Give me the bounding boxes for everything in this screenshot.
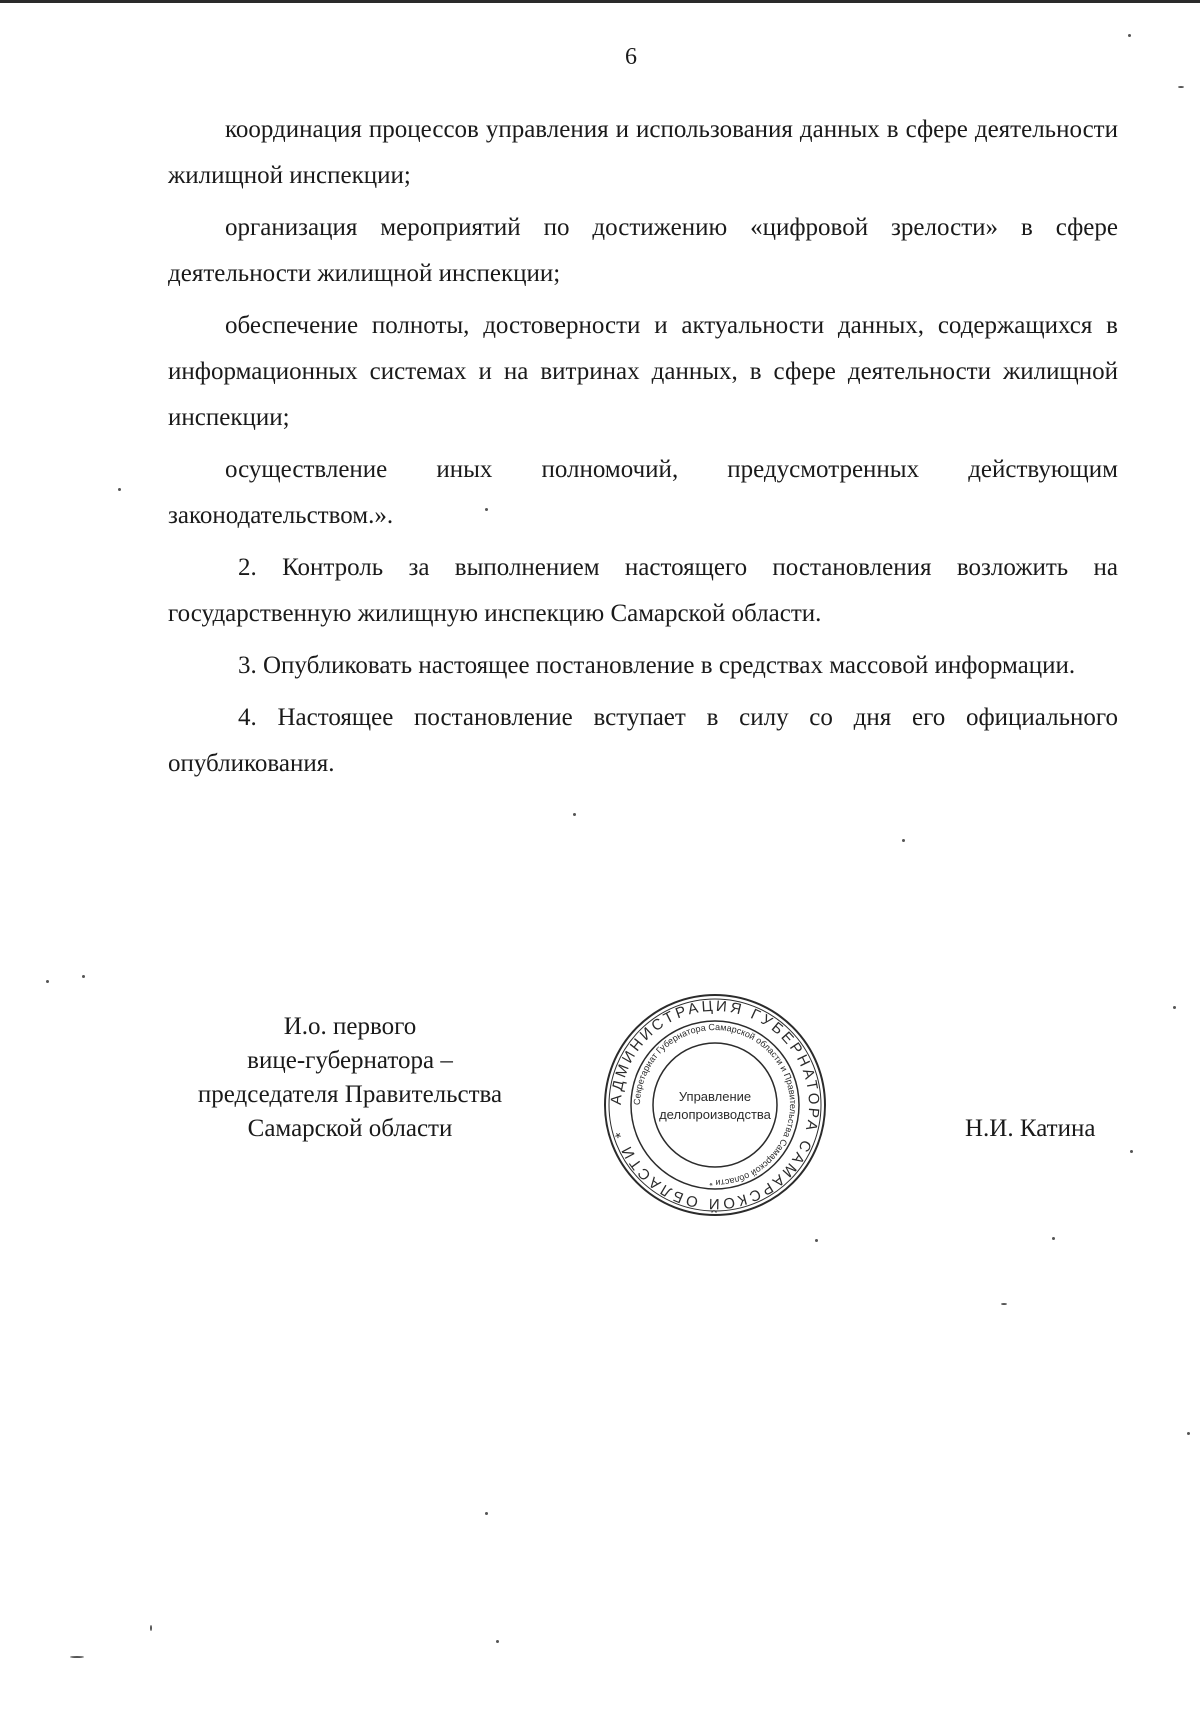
seal-inner-text: Секретариат Губернатора Самарской области и Правительства Самарской области * — [631, 1021, 799, 1189]
signature-title-line: председателя Правительства — [197, 1081, 503, 1108]
scan-speck — [815, 1239, 818, 1242]
paragraph-coordination: координация процессов управления и использования данных в сфере деятельности жилищной инспекции; — [168, 116, 1118, 189]
scan-speck — [46, 980, 49, 983]
scan-speck — [82, 975, 85, 978]
signature-title-line: И.о. первого — [283, 1013, 417, 1040]
paragraph-item-3: 3. Опубликовать настоящее постановление в средствах массовой информации. — [238, 652, 1076, 679]
svg-text:Секретариат Губернатора Самарс — [632, 1022, 798, 1188]
scan-speck — [1128, 34, 1131, 37]
official-seal-icon — [600, 990, 830, 1220]
scan-speck — [573, 813, 576, 816]
paragraph-item-4: 4. Настоящее постановление вступает в силу со дня его официального опубликования. — [168, 704, 1118, 777]
scan-speck — [118, 488, 121, 491]
scan-speck — [902, 839, 905, 842]
scan-speck — [1173, 1006, 1176, 1009]
page-number: 6 — [625, 44, 637, 70]
paragraph-digital-maturity: организация мероприятий по достижению «цифровой зрелости» в сфере деятельности жилищной инспекции; — [168, 214, 1118, 287]
scan-speck — [70, 1656, 84, 1658]
signature-title-line: Самарской области — [247, 1115, 453, 1142]
scan-speck — [1052, 1237, 1055, 1240]
signature-title-line: вице-губернатора – — [247, 1047, 453, 1074]
paragraph-item-2: 2. Контроль за выполнением настоящего постановления возложить на государственную жилищную инспекцию Самарской области. — [168, 554, 1118, 627]
paragraph-data-completeness: обеспечение полноты, достоверности и актуальности данных, содержащихся в информационных системах и на витринах данных, в сфере деятельности жилищной инспекции; — [168, 312, 1118, 431]
scan-speck — [1001, 1303, 1007, 1305]
scan-speck — [485, 508, 488, 511]
signature-title-block — [150, 1010, 550, 1146]
scan-speck — [485, 1512, 488, 1515]
scan-speck — [1187, 1432, 1190, 1435]
seal-outer-text: АДМИНИСТРАЦИЯ ГУБЕРНАТОРА САМАРСКОЙ ОБЛАСТИ * — [607, 997, 823, 1213]
document-body — [168, 107, 1118, 793]
scan-speck — [1130, 1150, 1133, 1153]
scan-speck — [150, 1625, 152, 1631]
seal-center-line: Управление — [678, 1089, 752, 1104]
seal-center-line: делопроизводства — [659, 1107, 771, 1122]
scan-speck — [1178, 86, 1184, 88]
scan-speck — [496, 1640, 499, 1643]
signer-name: Н.И. Катина — [965, 1115, 1096, 1142]
top-scan-edge — [0, 0, 1200, 3]
paragraph-other-powers: осуществление иных полномочий, предусмотренных действующим законодательством.». — [168, 456, 1118, 529]
